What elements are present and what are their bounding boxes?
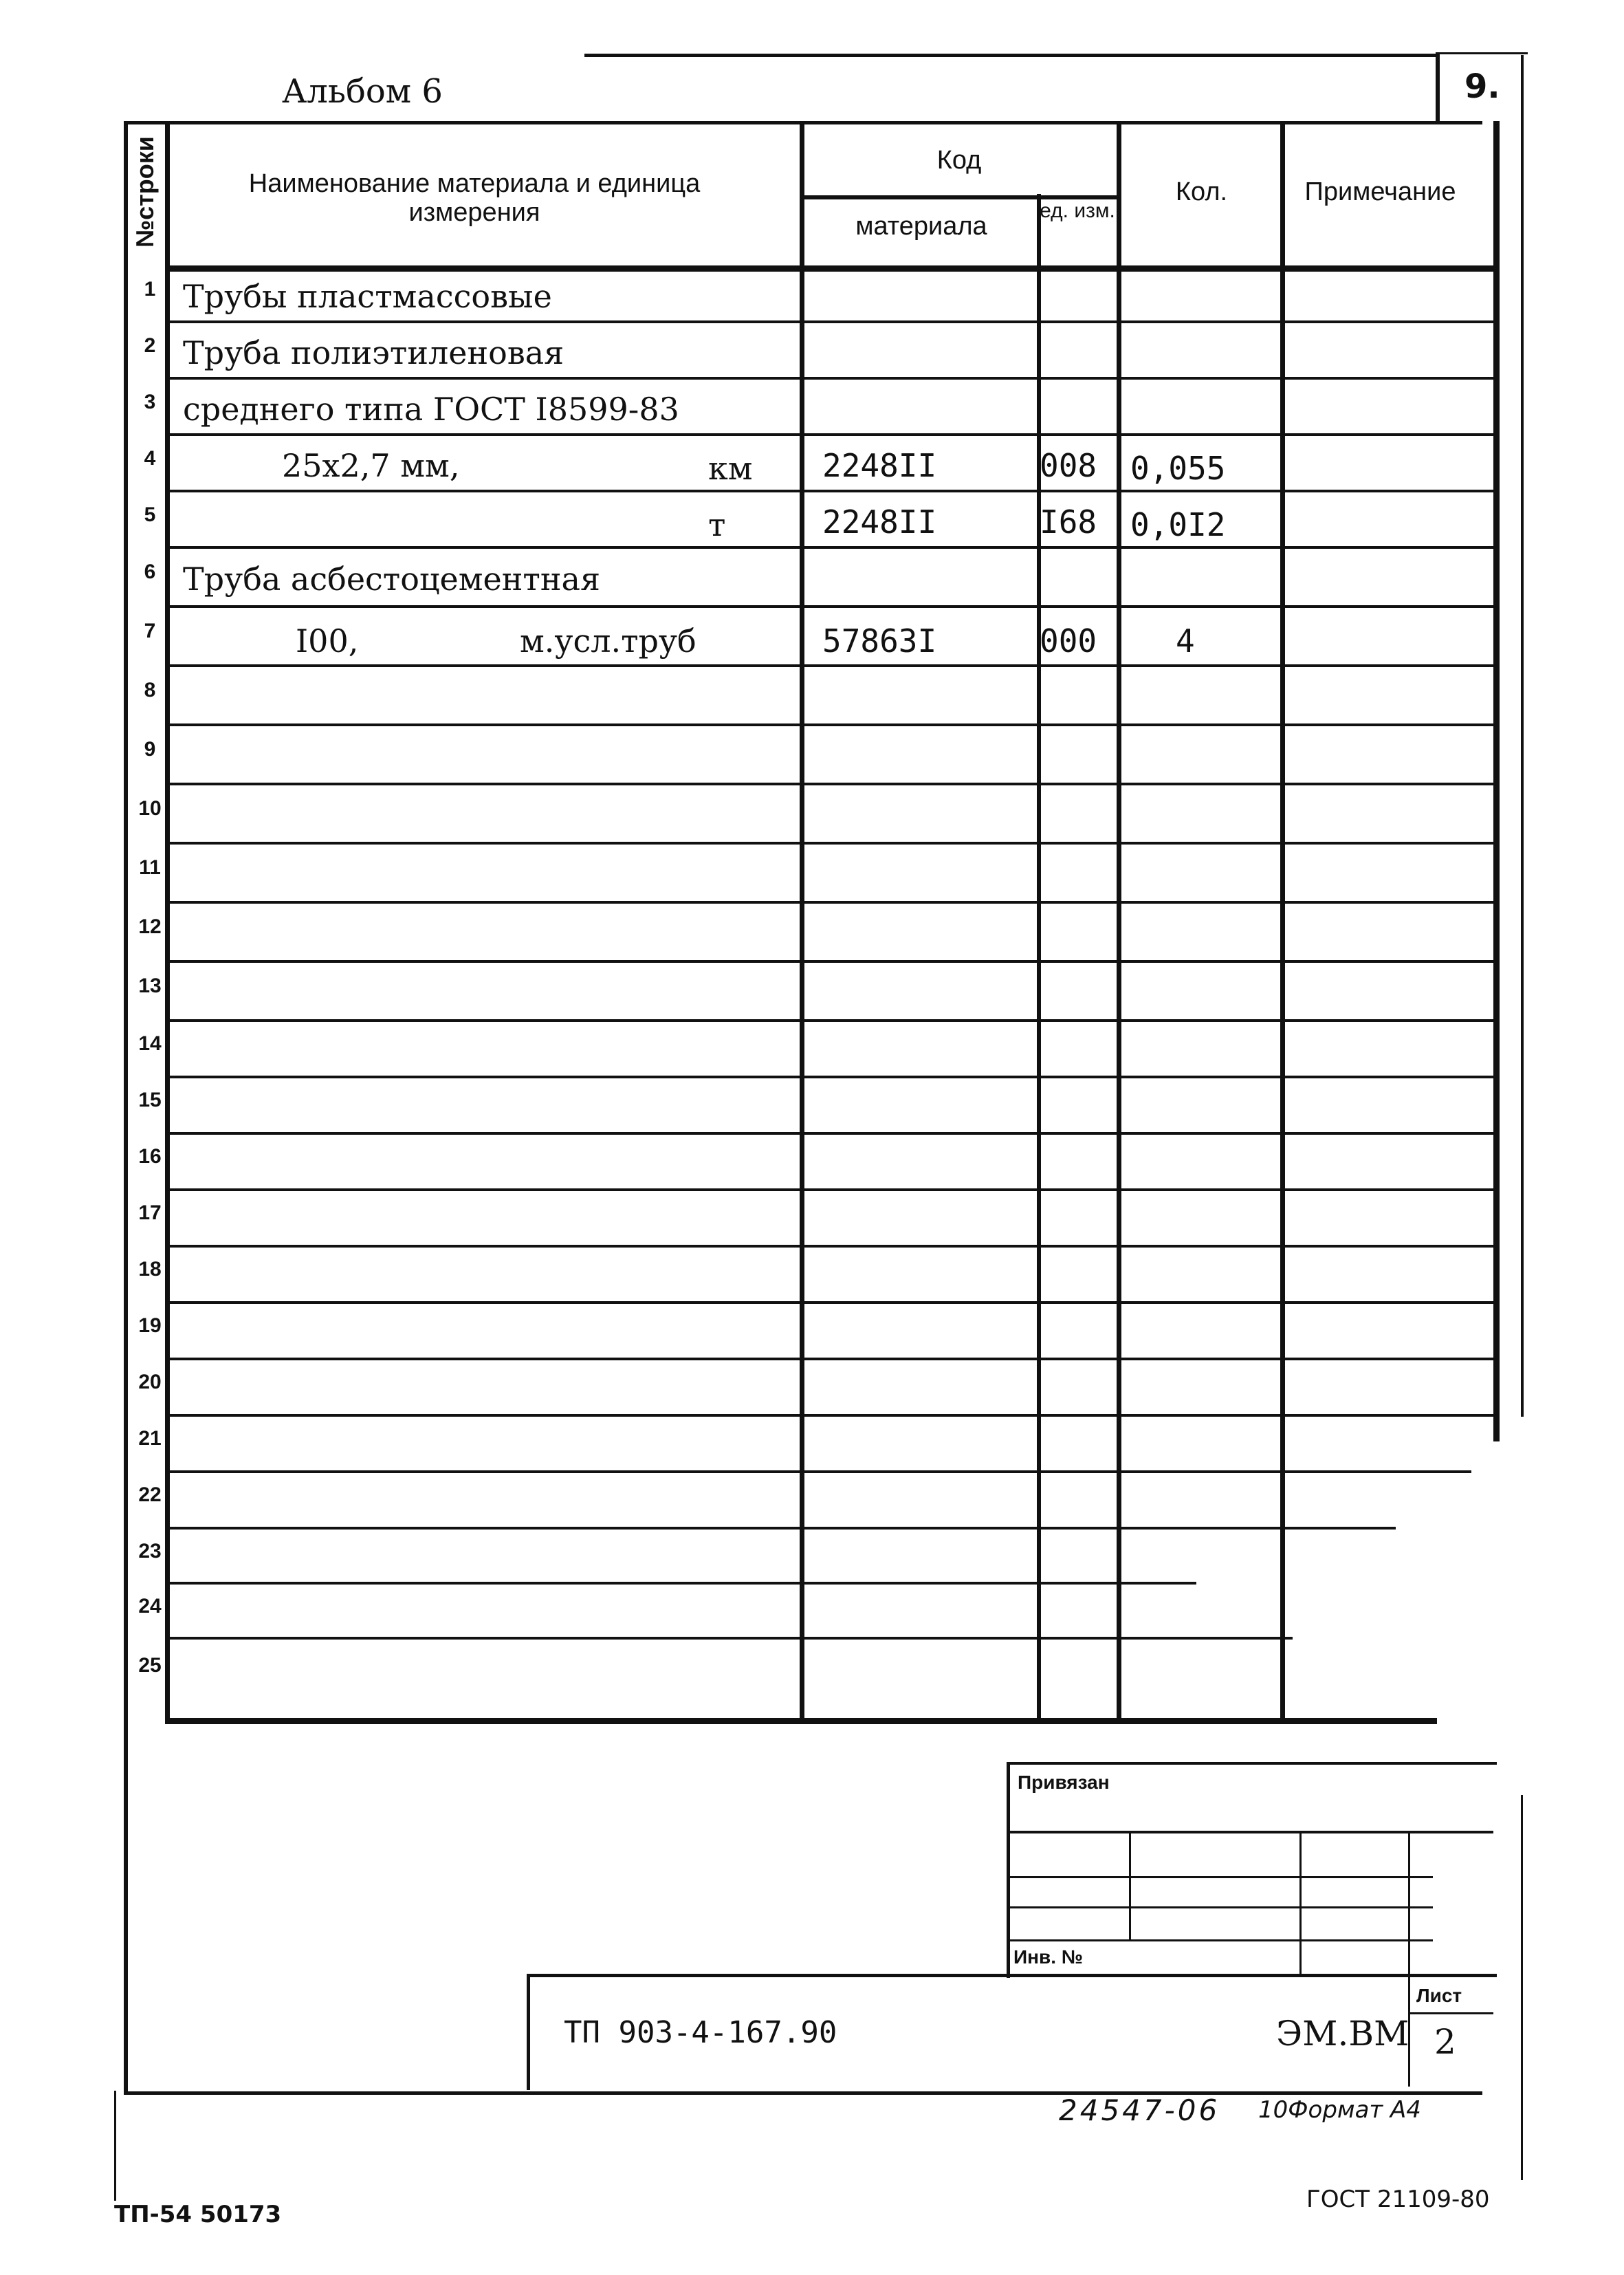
row-number: 13: [138, 975, 162, 997]
row-number: 6: [144, 560, 156, 583]
sheet-label: Лист: [1416, 1985, 1462, 2006]
stamp-line: [1007, 1876, 1433, 1878]
album-label: Альбом 6: [282, 72, 443, 111]
row-number: 12: [138, 915, 162, 938]
sheet-value: 2: [1434, 2022, 1456, 2062]
material-name: 25x2,7 мм,: [282, 447, 460, 484]
inventory-stamp-number: 24547-06: [1059, 2093, 1220, 2127]
stamp-col: [1408, 1831, 1410, 1975]
column-header-note: Примечание: [1304, 177, 1456, 206]
bottom-right-margin-line: [1521, 1795, 1523, 2180]
material-name: Трубы пластмассовые: [183, 278, 552, 315]
sheet-label-line: [1408, 2012, 1493, 2014]
left-footer-code: ТП-54 50173: [114, 2201, 282, 2228]
column-header-qty: Кол.: [1175, 177, 1228, 206]
material-name: Труба асбестоцементная: [183, 560, 600, 598]
attached-box: [1007, 1762, 1497, 1978]
row-number: 2: [144, 334, 156, 357]
material-name: I00,: [296, 622, 359, 660]
column-header-row-number: №строки: [131, 136, 159, 248]
stamp-line: [1007, 1831, 1493, 1833]
column-header-name: Наименование материала и единица измерения: [248, 169, 701, 227]
quantity: 4: [1176, 622, 1195, 660]
row-number: 5: [144, 503, 156, 526]
row-number: 22: [138, 1483, 162, 1506]
row-number: 4: [144, 447, 156, 470]
row-number: 15: [138, 1089, 162, 1111]
unit-code: 008: [1040, 447, 1097, 484]
right-footer-code: ГОСТ 21109-80: [1306, 2186, 1490, 2213]
attached-label: Привязан: [1018, 1772, 1110, 1793]
row-number: 17: [138, 1201, 162, 1224]
column-header-code-unit: ед. изм.: [1040, 199, 1115, 222]
quantity: 0,0I2: [1130, 506, 1226, 543]
stamp-col: [1129, 1831, 1131, 1939]
material-name: среднего типа ГОСТ I8599-83: [183, 391, 679, 428]
row-number: 16: [138, 1145, 162, 1168]
left-margin-line: [114, 2091, 116, 2201]
stamp-col: [1299, 1831, 1302, 1975]
sheet-number: 9.: [1464, 67, 1500, 106]
material-code: 2248II: [822, 447, 937, 484]
row-number: 25: [138, 1654, 162, 1677]
unit-code: 000: [1040, 622, 1097, 660]
row-number: 14: [138, 1032, 162, 1055]
section-code: ЭМ.ВМ: [1276, 2014, 1409, 2054]
row-number: 7: [144, 620, 156, 642]
material-code: 57863I: [822, 622, 937, 660]
column-header-code-material: материала: [855, 212, 987, 241]
row-number: 21: [138, 1427, 162, 1450]
row-number: 18: [138, 1258, 162, 1281]
unit-code: I68: [1040, 503, 1097, 541]
material-unit: м.усл.труб: [520, 622, 696, 660]
document-code: ТП 903-4-167.90: [564, 2015, 837, 2050]
row-number: 19: [138, 1314, 162, 1337]
row-number: 9: [144, 738, 156, 761]
row-number: 23: [138, 1540, 162, 1563]
row-number: 20: [138, 1371, 162, 1393]
row-number: 11: [139, 856, 161, 879]
row-number: 10: [138, 797, 162, 820]
stamp-line: [1007, 1906, 1433, 1908]
inventory-number-label: Инв. №: [1013, 1946, 1084, 1968]
material-unit: км: [708, 450, 753, 487]
stamp-line: [1007, 1939, 1433, 1941]
format-label: 10Формат А4: [1258, 2096, 1421, 2124]
row-number: 3: [144, 391, 156, 413]
material-unit: т: [708, 506, 726, 543]
row-number: 24: [138, 1595, 162, 1618]
material-code: 2248II: [822, 503, 937, 541]
row-number: 1: [144, 278, 156, 301]
material-name: Труба полиэтиленовая: [183, 334, 564, 371]
quantity: 0,055: [1130, 450, 1226, 487]
row-number: 8: [144, 679, 156, 701]
sheet-col: [1408, 1975, 1410, 2087]
column-header-code: Код: [936, 146, 982, 175]
